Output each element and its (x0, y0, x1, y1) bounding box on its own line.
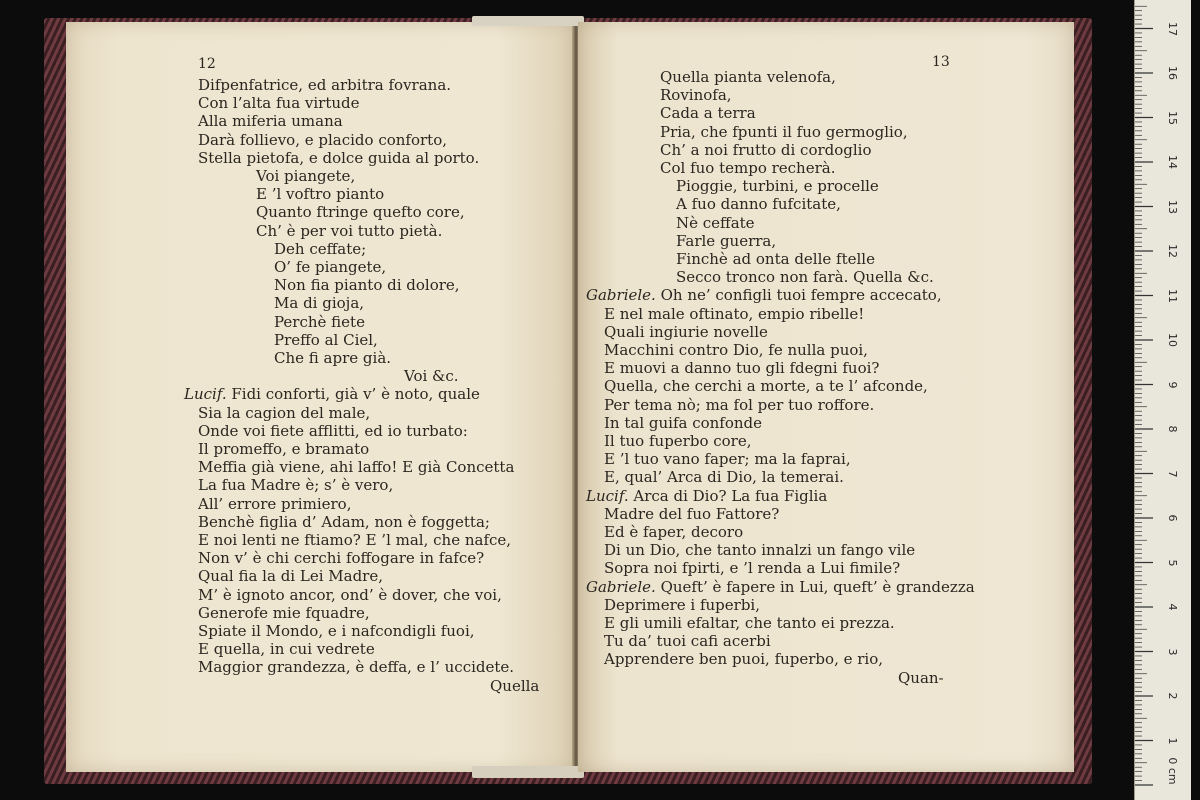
right-text-line (604, 632, 771, 650)
speaker-label: Lucif. (586, 486, 634, 505)
left-text-line (256, 203, 465, 221)
left-text-line (198, 495, 351, 513)
right-text-line (660, 159, 835, 177)
verse-text: Quella, che cerchi a morte, a te l’ afconde, (604, 377, 928, 396)
left-text-line (198, 76, 451, 94)
verse-text: Con l’alta fua virtude (198, 94, 360, 113)
right-text-line (676, 177, 879, 195)
right-text-block (578, 22, 1074, 772)
verse-text: Per tema nò; ma fol per tuo roffore. (604, 395, 875, 414)
right-text-line (604, 377, 928, 395)
verse-text: E noi lenti ne ftiamo? E ’l mal, che nafce, (198, 531, 512, 549)
left-text-line (198, 476, 393, 494)
left-text-line (198, 513, 490, 531)
verse-text: Preffo al Ciel, (274, 330, 378, 349)
verse-text: Il tuo fuperbo core, (604, 432, 752, 450)
verse-text: Ch’ a noi frutto di cordoglio (660, 140, 872, 159)
ruler-label: 5 (1166, 559, 1179, 566)
left-text-line (198, 604, 370, 622)
verse-text: Perchè fiete (274, 312, 365, 331)
left-text-line (198, 549, 484, 567)
speaker-label: Lucif. (184, 385, 232, 404)
verse-text: Voi piangete, (256, 167, 356, 185)
left-text-line (198, 640, 375, 658)
measurement-ruler (1134, 0, 1191, 800)
right-text-line (660, 104, 756, 122)
verse-text: Tu da’ tuoi cafi acerbi (604, 632, 771, 651)
ruler-label: 7 (1166, 470, 1179, 477)
right-text-line (604, 559, 900, 577)
verse-text: Oh ne’ configli tuoi fempre accecato, (660, 286, 942, 305)
verse-text: Apprendere ben puoi, fuperbo, e rio, (604, 650, 884, 669)
right-text-line (586, 286, 942, 304)
verse-text: Onde voi fiete afflitti, ed io turbato: (198, 421, 468, 440)
left-text-line (274, 331, 378, 349)
verse-text: Alla miferia umana (198, 112, 343, 131)
verse-text: Generofe mie fquadre, (198, 603, 370, 622)
left-text-line (274, 349, 391, 367)
left-text-line (274, 294, 364, 312)
verse-text: Quali ingiurie novelle (604, 322, 768, 341)
verse-text: Spiate il Mondo, e i nafcondigli fuoi, (198, 622, 475, 640)
left-page (66, 22, 574, 772)
right-page (578, 22, 1074, 772)
speaker-label: Gabriele. (586, 286, 661, 305)
right-text-line (604, 650, 883, 668)
verse-text: Sopra noi fpirti, e ’l renda a Lui fimile? (604, 559, 901, 578)
speaker-label: Gabriele. (586, 577, 661, 596)
left-text-line (256, 167, 355, 185)
ruler-label: 16 (1166, 66, 1179, 80)
verse-text: Pioggie, turbini, e procelle (676, 177, 879, 196)
verse-text: Maggior grandezza, è deffa, e l’ uccidete. (198, 658, 515, 677)
verse-text: E muovi a danno tuo gli fdegni fuoi? (604, 359, 880, 378)
ruler-label: 14 (1166, 155, 1179, 169)
right-text-line (660, 68, 836, 86)
left-text-line (198, 422, 468, 440)
right-text-line (604, 450, 851, 468)
left-text-line (274, 276, 460, 294)
verse-text: In tal guifa confonde (604, 413, 763, 432)
right-text-line (676, 232, 776, 250)
left-text-line (274, 258, 386, 276)
verse-text: Nè ceffate (676, 213, 755, 232)
verse-text: Col fuo tempo recherà. (660, 159, 836, 177)
right-text-line (676, 214, 755, 232)
verse-text: Meffia già viene, ahi laffo! E già Concetta (198, 458, 515, 477)
ruler-label: 0 cm (1166, 757, 1179, 785)
verse-text: Darà follievo, e placido conforto, (198, 130, 448, 149)
verse-text: A fuo danno fufcitate, (676, 195, 841, 214)
right-text-line (660, 86, 732, 104)
right-text-line (604, 541, 915, 559)
right-text-line (604, 359, 879, 377)
verse-text: Il promeffo, e bramato (198, 440, 370, 458)
verse-text: Quanto ftringe quefto core, (256, 203, 465, 222)
right-text-line (586, 487, 827, 505)
verse-text: E nel male oftinato, empio ribelle! (604, 304, 865, 323)
right-text-line (586, 578, 975, 596)
verse-text: E ’l tuo vano faper; ma la faprai, (604, 450, 851, 469)
right-text-line (604, 432, 752, 450)
verse-text: Secco tronco non farà. Quella &c. (676, 268, 934, 287)
left-text-line (198, 440, 369, 458)
headband-bottom (472, 766, 584, 778)
verse-text: Non fia pianto di dolore, (274, 276, 460, 295)
ruler-label: 6 (1166, 514, 1179, 522)
left-text-line (198, 531, 511, 549)
left-text-line (256, 222, 442, 240)
left-text-line (490, 677, 539, 695)
verse-text: E, qual’ Arca di Dio, la temerai. (604, 468, 844, 487)
left-text-line (198, 658, 514, 676)
verse-text: O’ fe piangete, (274, 258, 387, 276)
verse-text: E quella, in cui vedrete (198, 640, 375, 659)
verse-text: Cada a terra (660, 104, 756, 123)
verse-text: Madre del fuo Fattore? (604, 504, 780, 523)
left-text-line (274, 240, 366, 258)
right-text-line (604, 468, 844, 486)
right-text-line (604, 596, 760, 614)
left-text-line (198, 149, 479, 167)
ruler-label: 9 (1166, 381, 1179, 388)
right-text-line (676, 250, 875, 268)
verse-text: All’ errore primiero, (198, 494, 352, 513)
left-text-block (66, 22, 574, 772)
right-text-line (604, 614, 895, 632)
verse-text: Ed è faper, decoro (604, 523, 744, 541)
ruler-label: 8 (1166, 425, 1179, 433)
verse-text: Pria, che fpunti il fuo germoglio, (660, 122, 908, 141)
ruler-ticks (1135, 0, 1191, 800)
verse-text: Sia la cagion del male, (198, 403, 371, 422)
verse-text: E ’l voftro pianto (256, 185, 385, 204)
ruler-label: 12 (1166, 244, 1179, 258)
right-text-line (604, 323, 768, 341)
left-text-line (198, 404, 370, 422)
ruler-label: 3 (1166, 648, 1179, 655)
verse-text: Finchè ad onta delle ftelle (676, 250, 875, 268)
ruler-label: 11 (1166, 288, 1179, 303)
verse-text: Farle guerra, (676, 231, 777, 250)
verse-text: Qual fia la di Lei Madre, (198, 567, 383, 586)
left-text-line (198, 567, 383, 585)
ruler-label: 2 (1166, 692, 1179, 700)
ruler-label: 1 (1166, 737, 1179, 744)
headband-top (472, 16, 584, 26)
verse-text: Queft’ è fapere in Lui, queft’ è grandezza (660, 577, 975, 596)
left-text-line (198, 458, 514, 476)
left-text-line (198, 94, 360, 112)
verse-text: Deprimere i fuperbi, (604, 595, 760, 614)
right-text-line (604, 341, 868, 359)
verse-text: La fua Madre è; s’ è vero, (198, 476, 394, 495)
right-text-line (660, 141, 872, 159)
verse-text: E gli umili efaltar, che tanto ei prezza. (604, 614, 895, 632)
right-text-line (604, 414, 762, 432)
ruler-label: 10 (1166, 333, 1179, 347)
right-text-line (660, 123, 908, 141)
verse-text: Quella pianta velenofa, (660, 68, 836, 86)
verse-text: M’ è ignoto ancor, ond’ è dover, che voi, (198, 585, 502, 604)
left-text-line (184, 385, 480, 403)
verse-text: Fidi conforti, già v’ è noto, quale (231, 385, 480, 404)
verse-text: Quan- (898, 668, 944, 687)
ruler-label: 4 (1166, 603, 1179, 611)
left-text-line (198, 112, 343, 130)
verse-text: Ma di gioja, (274, 294, 365, 313)
left-text-line (198, 131, 447, 149)
verse-text: Benchè figlia d’ Adam, non è foggetta; (198, 512, 490, 531)
left-text-line (274, 313, 365, 331)
verse-text: Quella (490, 676, 540, 695)
right-text-line (676, 268, 934, 286)
verse-text: Rovinofa, (660, 86, 732, 105)
verse-text: Difpenfatrice, ed arbitra fovrana. (198, 76, 452, 94)
verse-text: Deh ceffate; (274, 239, 367, 258)
left-text-line (256, 185, 384, 203)
left-text-line (198, 586, 502, 604)
verse-text: Che fi apre già. (274, 349, 392, 367)
right-text-line (604, 523, 743, 541)
verse-text: Voi &c. (404, 367, 459, 386)
page-number: 13 (932, 54, 950, 70)
right-text-line (676, 195, 841, 213)
verse-text: Non v’ è chi cerchi foffogare in fafce? (198, 549, 485, 568)
verse-text: Arca di Dio? La fua Figlia (633, 486, 828, 505)
right-text-line (898, 669, 944, 687)
left-text-line (198, 622, 475, 640)
right-text-line (604, 396, 874, 414)
left-text-line (404, 367, 459, 385)
page-number: 12 (198, 56, 216, 72)
verse-text: Stella pietofa, e dolce guida al porto. (198, 148, 480, 167)
verse-text: Di un Dio, che tanto innalzi un fango vile (604, 541, 916, 560)
ruler-label: 13 (1166, 199, 1179, 214)
verse-text: Ch’ è per voi tutto pietà. (256, 221, 443, 240)
right-text-line (604, 305, 864, 323)
right-text-line (604, 505, 779, 523)
ruler-label: 15 (1166, 110, 1179, 125)
verse-text: Macchini contro Dio, fe nulla puoi, (604, 341, 868, 359)
ruler-label: 17 (1166, 21, 1179, 36)
